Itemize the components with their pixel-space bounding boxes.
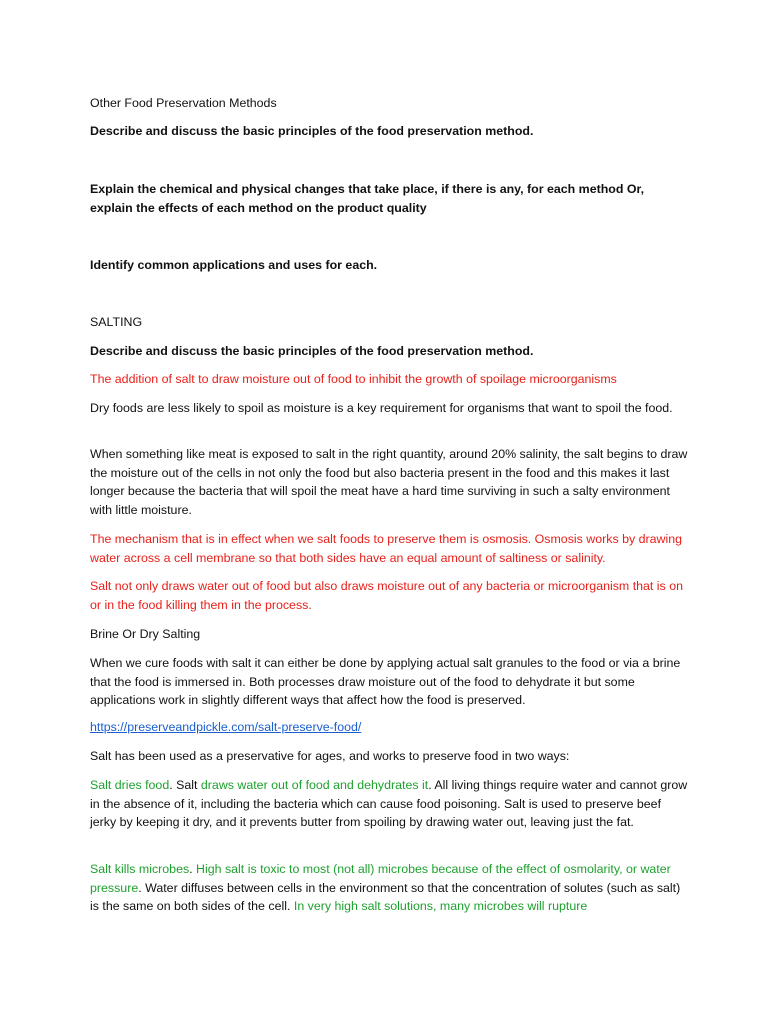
salt-kills-highlight: High salt is toxic to most (not all) microbes because of the effect of osmolarity, or water pressure [90,862,671,895]
salt-kills-lead: Salt kills microbes [90,862,190,876]
salt-kills-text-2: . Water diffuses between cells in the environment so that the concentration of solutes (such as salt) is the same on both sides of the cell. [90,880,681,914]
document-title: Other Food Preservation Methods [90,96,277,110]
salting-principle: The addition of salt to draw moisture out of food to inhibit the growth of spoilage microorganisms [90,372,617,386]
bacteria-paragraph: Salt not only draws water out of food but also draws moisture out of any bacteria or microorganism that is on or in the food killing them in the process. [90,579,683,612]
salt-dries-paragraph [90,776,690,832]
salt-kills-paragraph [90,860,690,916]
question-describe: Describe and discuss the basic principles of the food preservation method. [90,124,534,138]
salt-dries-text-1: . Salt [169,778,201,792]
salt-dries-highlight: draws water out of food and dehydrates it [200,778,429,792]
source-link-line [90,718,690,737]
salt-kills-highlight-2: In very high salt solutions, many microbes will rupture [293,899,588,914]
salting-heading: SALTING [90,315,143,329]
salting-question: Describe and discuss the basic principles of the food preservation method. [90,344,534,358]
brine-heading: Brine Or Dry Salting [90,627,201,641]
brine-paragraph: When we cure foods with salt it can either be done by applying actual salt granules to the food or via a brine that the food is immersed in. Both processes draw moisture out of the food to dehydrate it but some applications work in slightly different ways that affect how the food is preserved. [90,656,681,708]
salt-dries-lead: Salt dries food [90,778,170,792]
dry-foods-paragraph: Dry foods are less likely to spoil as moisture is a key requirement for organisms that want to spoil the food. [90,401,673,415]
question-identify: Identify common applications and uses for each. [90,258,378,272]
question-explain: Explain the chemical and physical changes that take place, if there is any, for each method Or, explain the effects of each method on the product quality [90,182,645,215]
salt-dries-text-2: . All living things require water and cannot grow in the absence of it, including the bacteria which can cause food poisoning. Salt is used to preserve beef jerky by keeping it dry, and it prevents butter from spoiling by drawing water out, leaving just the fat. [90,778,688,830]
osmosis-paragraph: The mechanism that is in effect when we salt foods to preserve them is osmosis. Osmosis works by drawing water across a cell membrane so that both sides have an equal amount of saltiness or salinity. [90,532,683,565]
salt-kills-text-1: . [189,862,197,876]
meat-paragraph: When something like meat is exposed to salt in the right quantity, around 20% salinity, the salt begins to draw the moisture out of the cells in not only the food but also bacteria present in the food and this makes it last longer because the bacteria that will spoil the meat have a hard time surviving in such a salty environment with little moisture. [90,447,688,517]
ages-paragraph: Salt has been used as a preservative for ages, and works to preserve food in two ways: [90,749,570,763]
source-link[interactable]: https://preserveandpickle.com/salt-preserve-food/ [90,720,362,734]
